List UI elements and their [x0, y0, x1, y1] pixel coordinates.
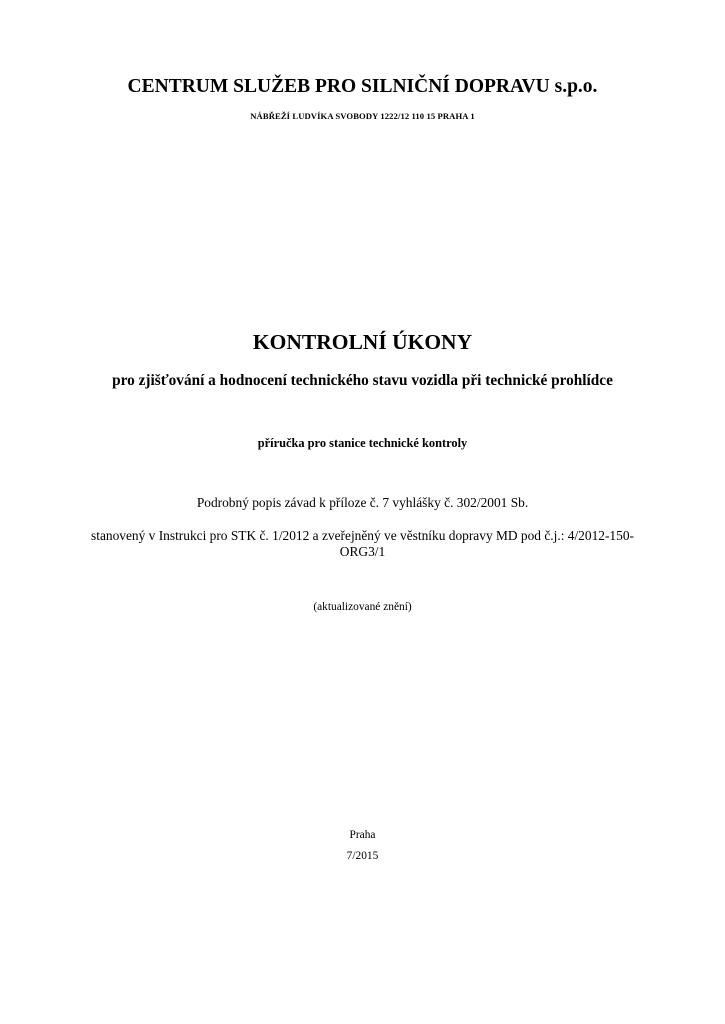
organization-address: NÁBŘEŽÍ LUDVÍKA SVOBODY 1222/12 110 15 PRAHA 1 — [250, 111, 475, 121]
publication-date: 7/2015 — [346, 850, 379, 862]
document-subtitle: pro zjišťování a hodnocení technického stavu vozidla při technické prohlídce — [112, 372, 613, 389]
instruction-reference: stanovený v Instrukci pro STK č. 1/2012 a zveřejněný ve věstníku dopravy MD pod č.j.: 4/2012-150-ORG3/1 — [91, 528, 634, 559]
document-title: KONTROLNÍ ÚKONY — [252, 330, 473, 354]
organization-name: CENTRUM SLUŽEB PRO SILNIČNÍ DOPRAVU s.p.o. — [127, 76, 598, 97]
handbook-label: příručka pro stanice technické kontroly — [257, 436, 468, 450]
defect-description-line: Podrobný popis závad k příloze č. 7 vyhlášky č. 302/2001 Sb. — [196, 495, 529, 510]
version-note: (aktualizované znění) — [313, 601, 412, 613]
publication-city: Praha — [349, 829, 376, 841]
